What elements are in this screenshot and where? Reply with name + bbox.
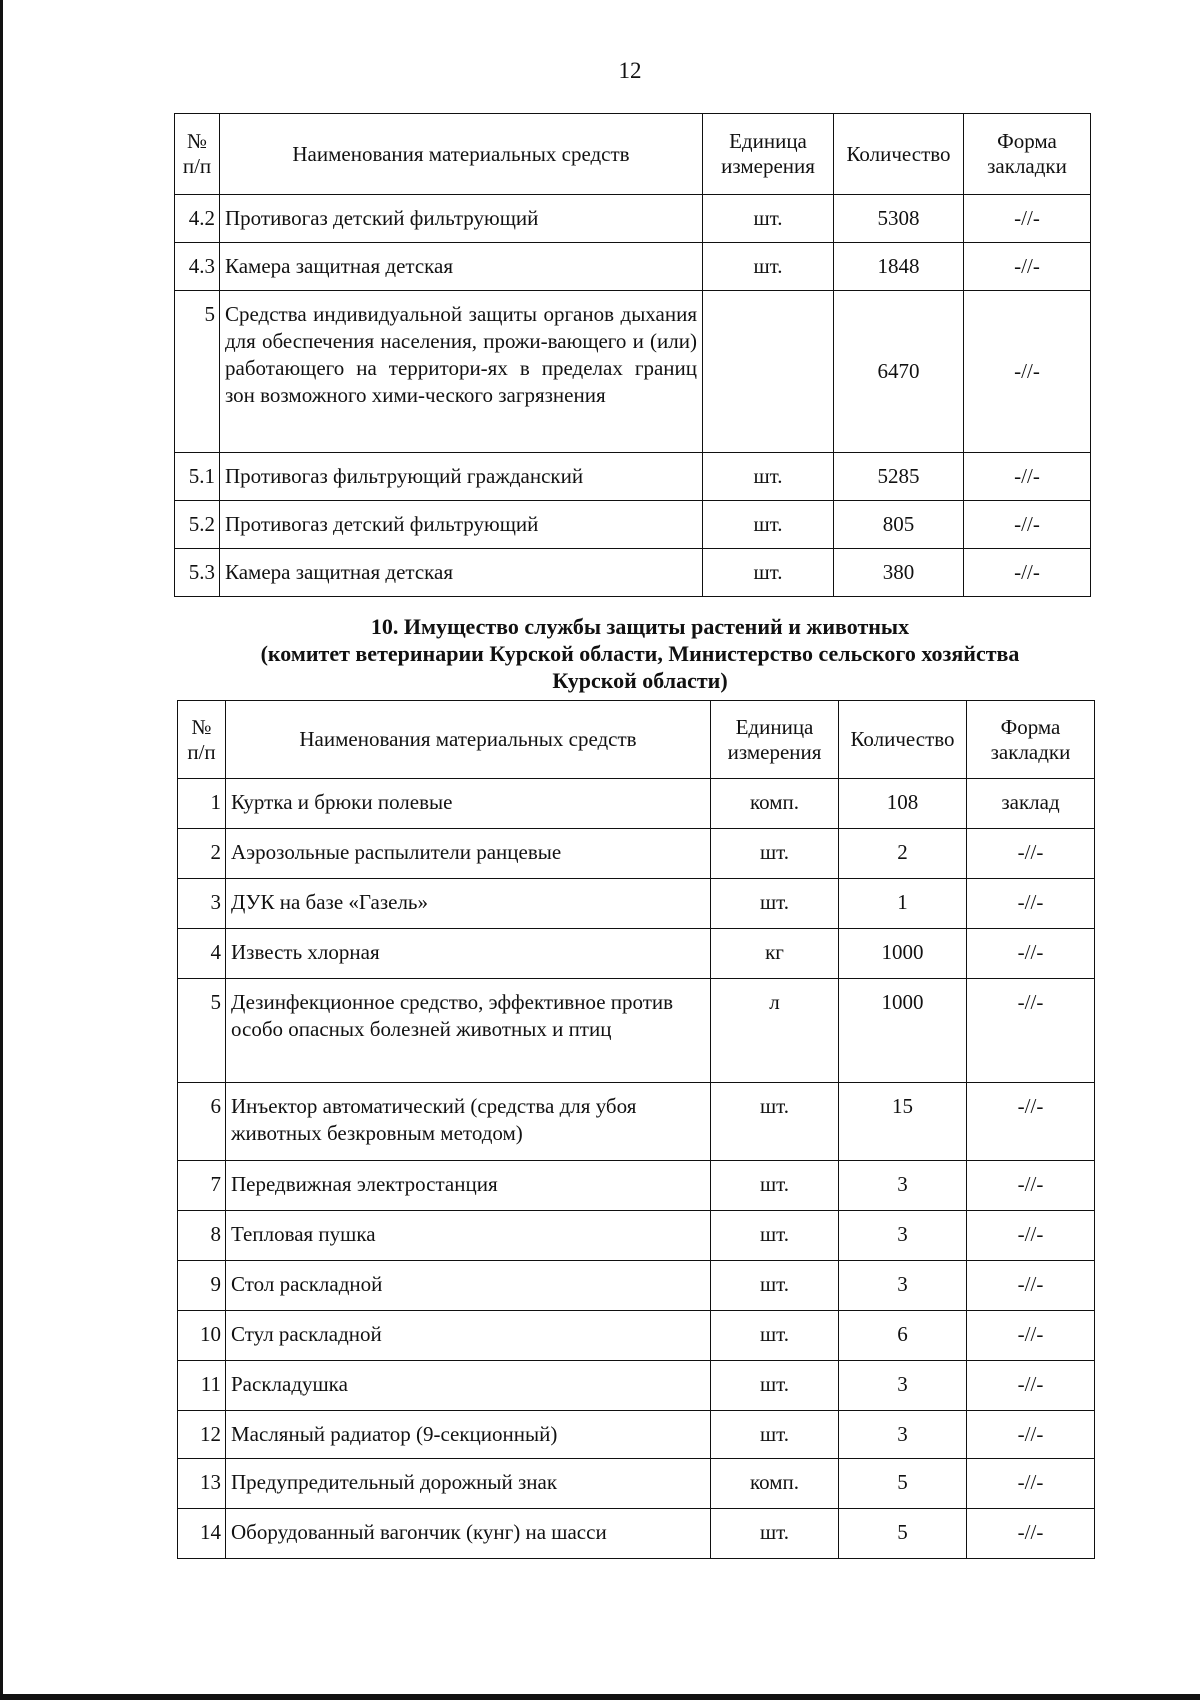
table-row bbox=[178, 879, 1095, 929]
row-quantity: 2 bbox=[839, 829, 967, 879]
table-row bbox=[175, 453, 1091, 501]
table-row bbox=[178, 1261, 1095, 1311]
materials-table-continued bbox=[174, 113, 1091, 597]
row-form: -//- bbox=[967, 979, 1095, 1083]
header-num: № п/п bbox=[175, 114, 220, 195]
row-quantity: 3 bbox=[839, 1161, 967, 1211]
row-name: Предупредительный дорожный знак bbox=[226, 1459, 711, 1509]
row-quantity: 3 bbox=[839, 1361, 967, 1411]
section-10-title bbox=[190, 613, 1090, 694]
row-form: заклад bbox=[967, 779, 1095, 829]
row-form: -//- bbox=[967, 1161, 1095, 1211]
row-unit: комп. bbox=[711, 779, 839, 829]
row-number: 5.2 bbox=[175, 501, 220, 549]
row-number: 1 bbox=[178, 779, 226, 829]
row-number: 4.2 bbox=[175, 195, 220, 243]
row-form: -//- bbox=[967, 1261, 1095, 1311]
row-number: 5.3 bbox=[175, 549, 220, 597]
row-number: 5 bbox=[175, 291, 220, 453]
table-row bbox=[175, 549, 1091, 597]
table-row bbox=[175, 501, 1091, 549]
row-name: Противогаз фильтрующий гражданский bbox=[220, 453, 703, 501]
scan-edge-left bbox=[0, 0, 3, 1700]
row-quantity: 3 bbox=[839, 1261, 967, 1311]
row-name: Аэрозольные распылители ранцевые bbox=[226, 829, 711, 879]
row-unit: шт. bbox=[703, 501, 834, 549]
row-quantity: 5285 bbox=[834, 453, 964, 501]
table-header-row bbox=[175, 114, 1091, 195]
scan-edge-bottom bbox=[0, 1694, 1200, 1700]
row-unit: шт. bbox=[711, 1509, 839, 1559]
row-number: 3 bbox=[178, 879, 226, 929]
row-number: 4 bbox=[178, 929, 226, 979]
row-unit: кг bbox=[711, 929, 839, 979]
row-quantity: 15 bbox=[839, 1083, 967, 1161]
section-title-line: Курской области) bbox=[552, 668, 728, 693]
row-name: Противогаз детский фильтрующий bbox=[220, 501, 703, 549]
row-unit: шт. bbox=[711, 1261, 839, 1311]
table-row bbox=[178, 779, 1095, 829]
row-form: -//- bbox=[964, 291, 1091, 453]
row-form: -//- bbox=[967, 1509, 1095, 1559]
row-form: -//- bbox=[964, 501, 1091, 549]
row-number: 4.3 bbox=[175, 243, 220, 291]
row-number: 10 bbox=[178, 1311, 226, 1361]
table-row bbox=[175, 195, 1091, 243]
row-unit: шт. bbox=[711, 1361, 839, 1411]
section-title-line: 10. Имущество службы защиты растений и животных bbox=[370, 614, 910, 639]
row-number: 14 bbox=[178, 1509, 226, 1559]
row-quantity: 108 bbox=[839, 779, 967, 829]
table-row bbox=[178, 1509, 1095, 1559]
section-title-line: (комитет ветеринарии Курской области, Министерство сельского хозяйства bbox=[260, 641, 1020, 666]
row-quantity: 3 bbox=[839, 1411, 967, 1459]
row-unit: шт. bbox=[711, 879, 839, 929]
row-name: Противогаз детский фильтрующий bbox=[220, 195, 703, 243]
header-name: Наименования материальных средств bbox=[226, 701, 711, 779]
row-name: ДУК на базе «Газель» bbox=[226, 879, 711, 929]
row-number: 9 bbox=[178, 1261, 226, 1311]
row-number: 5.1 bbox=[175, 453, 220, 501]
table-row bbox=[178, 1311, 1095, 1361]
table-row bbox=[178, 1459, 1095, 1509]
row-name: Инъектор автоматический (средства для убоя животных безкровным методом) bbox=[226, 1083, 711, 1161]
row-form: -//- bbox=[964, 195, 1091, 243]
header-form: Форма закладки bbox=[964, 114, 1091, 195]
row-form: -//- bbox=[964, 453, 1091, 501]
row-quantity: 1848 bbox=[834, 243, 964, 291]
row-name: Раскладушка bbox=[226, 1361, 711, 1411]
row-form: -//- bbox=[967, 1083, 1095, 1161]
row-number: 12 bbox=[178, 1411, 226, 1459]
row-name: Камера защитная детская bbox=[220, 549, 703, 597]
header-num: № п/п bbox=[178, 701, 226, 779]
row-name: Масляный радиатор (9-секционный) bbox=[226, 1411, 711, 1459]
row-quantity: 6 bbox=[839, 1311, 967, 1361]
table-row bbox=[178, 1161, 1095, 1211]
row-name: Передвижная электростанция bbox=[226, 1161, 711, 1211]
page-number: 12 bbox=[618, 58, 642, 83]
row-unit: шт. bbox=[711, 1161, 839, 1211]
row-name: Камера защитная детская bbox=[220, 243, 703, 291]
row-number: 7 bbox=[178, 1161, 226, 1211]
row-form: -//- bbox=[967, 879, 1095, 929]
row-number: 5 bbox=[178, 979, 226, 1083]
table-row bbox=[178, 1211, 1095, 1261]
row-quantity: 805 bbox=[834, 501, 964, 549]
row-quantity: 5 bbox=[839, 1509, 967, 1559]
row-form: -//- bbox=[964, 243, 1091, 291]
table-row bbox=[178, 1411, 1095, 1459]
header-qty: Количество bbox=[834, 114, 964, 195]
table-header-row bbox=[178, 701, 1095, 779]
row-quantity: 5 bbox=[839, 1459, 967, 1509]
row-unit: шт. bbox=[711, 1311, 839, 1361]
header-qty: Количество bbox=[839, 701, 967, 779]
row-unit: шт. bbox=[711, 829, 839, 879]
table-row bbox=[178, 1083, 1095, 1161]
row-name: Стол раскладной bbox=[226, 1261, 711, 1311]
table-row bbox=[178, 1361, 1095, 1411]
row-unit: л bbox=[711, 979, 839, 1083]
row-quantity: 6470 bbox=[834, 291, 964, 453]
row-form: -//- bbox=[967, 829, 1095, 879]
row-unit: шт. bbox=[711, 1411, 839, 1459]
row-unit: шт. bbox=[711, 1083, 839, 1161]
row-name: Куртка и брюки полевые bbox=[226, 779, 711, 829]
table-row bbox=[178, 829, 1095, 879]
row-unit: шт. bbox=[703, 453, 834, 501]
table-row bbox=[175, 243, 1091, 291]
row-name: Стул раскладной bbox=[226, 1311, 711, 1361]
table-row bbox=[178, 929, 1095, 979]
row-quantity: 1000 bbox=[839, 979, 967, 1083]
row-form: -//- bbox=[967, 1459, 1095, 1509]
row-unit: шт. bbox=[703, 549, 834, 597]
row-quantity: 3 bbox=[839, 1211, 967, 1261]
row-name: Известь хлорная bbox=[226, 929, 711, 979]
header-unit: Единица измерения bbox=[711, 701, 839, 779]
plant-animal-protection-table bbox=[177, 700, 1095, 1559]
row-name: Средства индивидуальной защиты органов дыхания для обеспечения населения, прожи-вающего и (или) работающего на территори-ях в пределах границ зон возможного хими-ческого загрязнения bbox=[220, 291, 703, 453]
row-form: -//- bbox=[967, 1311, 1095, 1361]
row-unit bbox=[703, 291, 834, 453]
row-number: 13 bbox=[178, 1459, 226, 1509]
table-row bbox=[178, 979, 1095, 1083]
row-name: Тепловая пушка bbox=[226, 1211, 711, 1261]
row-unit: шт. bbox=[711, 1211, 839, 1261]
row-quantity: 1 bbox=[839, 879, 967, 929]
row-quantity: 5308 bbox=[834, 195, 964, 243]
header-name: Наименования материальных средств bbox=[220, 114, 703, 195]
row-form: -//- bbox=[967, 929, 1095, 979]
table-row bbox=[175, 291, 1091, 453]
row-name: Оборудованный вагончик (кунг) на шасси bbox=[226, 1509, 711, 1559]
row-quantity: 380 bbox=[834, 549, 964, 597]
row-unit: шт. bbox=[703, 195, 834, 243]
row-number: 6 bbox=[178, 1083, 226, 1161]
row-quantity: 1000 bbox=[839, 929, 967, 979]
row-form: -//- bbox=[967, 1211, 1095, 1261]
row-name: Дезинфекционное средство, эффективное против особо опасных болезней животных и птиц bbox=[226, 979, 711, 1083]
row-number: 8 bbox=[178, 1211, 226, 1261]
header-unit: Единица измерения bbox=[703, 114, 834, 195]
row-number: 2 bbox=[178, 829, 226, 879]
header-form: Форма закладки bbox=[967, 701, 1095, 779]
row-form: -//- bbox=[967, 1361, 1095, 1411]
row-unit: шт. bbox=[703, 243, 834, 291]
row-form: -//- bbox=[964, 549, 1091, 597]
row-unit: комп. bbox=[711, 1459, 839, 1509]
row-number: 11 bbox=[178, 1361, 226, 1411]
row-form: -//- bbox=[967, 1411, 1095, 1459]
